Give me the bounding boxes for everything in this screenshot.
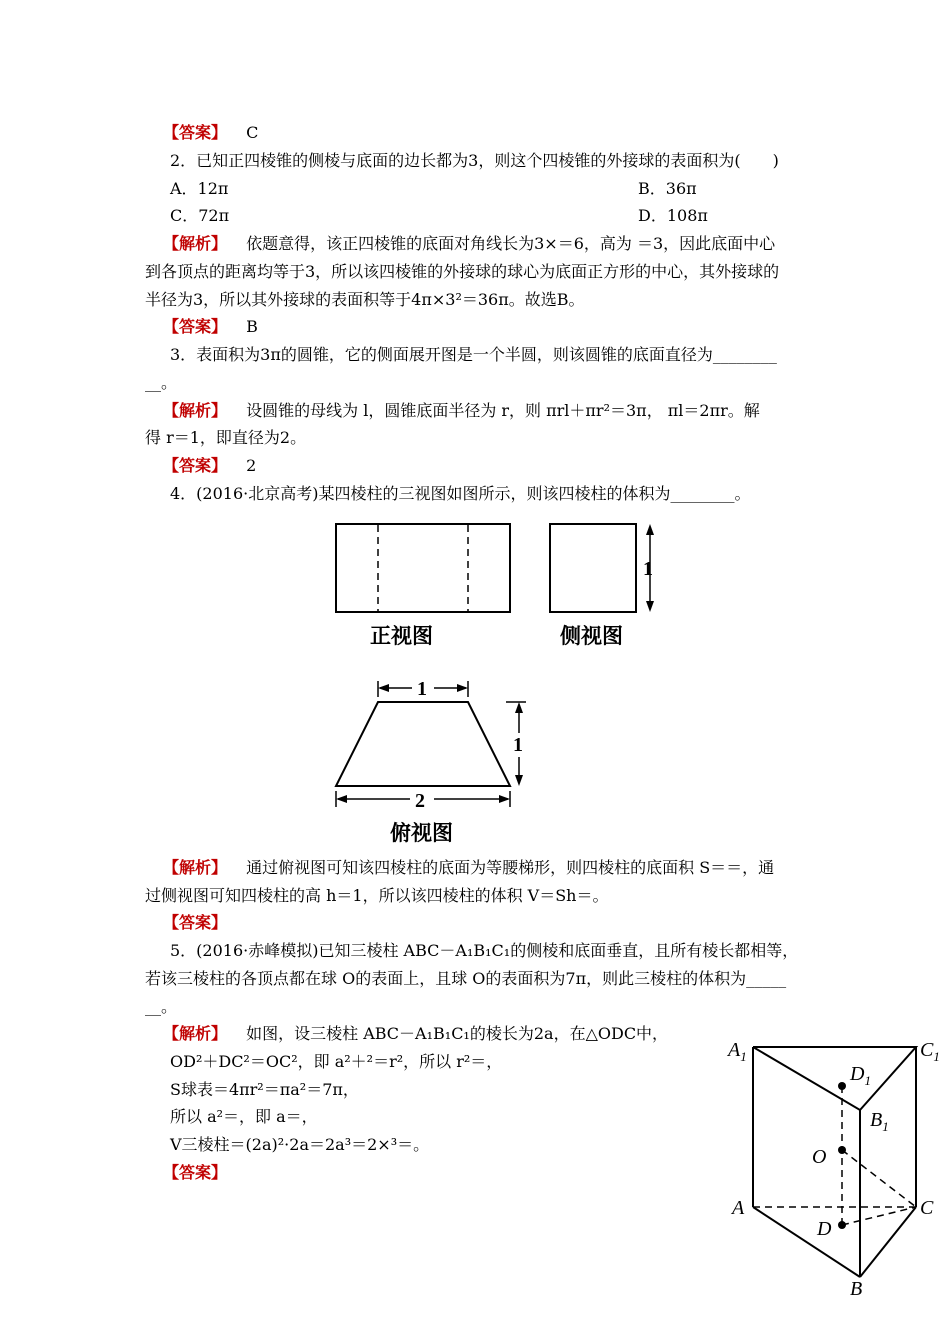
q3-stem-line-1: 3．表面积为3π的圆锥，它的侧面展开图是一个半圆，则该圆锥的底面直径为________: [170, 345, 777, 364]
svg-text:B1: [870, 1109, 889, 1134]
bottom-dim-label: 2: [415, 790, 425, 812]
label-D1-sub: 1: [864, 1073, 871, 1088]
q5-analysis-line-3: S球表＝4πr²＝πa²＝7π，: [170, 1080, 359, 1099]
label-C1: C: [920, 1039, 934, 1061]
q5-prism-figure: [720, 1030, 950, 1300]
q3-analysis-line-1: [163, 401, 760, 421]
label-C: C: [920, 1197, 934, 1219]
answer-tag: 【答案】: [163, 913, 228, 932]
label-A1-sub: 1: [740, 1049, 747, 1064]
label-D: D: [817, 1218, 832, 1240]
label-B1: B: [870, 1109, 883, 1131]
answer-tag: 【答案】: [163, 317, 228, 336]
q4-analysis-line-1: [163, 858, 774, 878]
label-D1: D: [850, 1063, 865, 1085]
q4-analysis-line-2: 过侧视图可知四棱柱的高 h＝1，所以该四棱柱的体积 V＝Sh＝。: [145, 886, 609, 905]
analysis-tag: 【解析】: [163, 1024, 228, 1043]
q5-stem-line-1: 5．(2016·赤峰模拟)已知三棱柱 ABC－A₁B₁C₁的侧棱和底面垂直，且所有棱长都相等，: [170, 941, 799, 960]
q4-analysis-text-1: 通过俯视图可知该四棱柱的底面为等腰梯形，则四棱柱的底面积 S＝＝，通: [246, 858, 775, 877]
q4-answer-line: [163, 913, 227, 933]
q1-answer-line: [163, 123, 258, 143]
q2-answer-line: [163, 317, 258, 337]
analysis-tag: 【解析】: [163, 858, 228, 877]
q2-stem: 2．已知正四棱锥的侧棱与底面的边长都为3，则这个四棱锥的外接球的表面积为( ): [170, 151, 779, 170]
q3-answer-value: 2: [246, 456, 257, 475]
q2-analysis-line-3: 半径为3，所以其外接球的表面积等于4π×3²＝36π。故选B。: [145, 290, 585, 309]
front-view: [336, 524, 510, 648]
side-view: [550, 524, 654, 648]
q2-analysis-line-1: [163, 234, 775, 254]
svg-text:A1: [726, 1039, 747, 1064]
label-A1: A: [728, 1039, 741, 1061]
q5-analysis-line-4: 所以 a²＝，即 a＝，: [170, 1107, 318, 1126]
q2-answer-value: B: [246, 317, 258, 336]
svg-text:C1: [920, 1039, 940, 1064]
q5-analysis-line-5: V三棱柱＝(2a)²·2a＝2a³＝2×³＝。: [170, 1135, 430, 1154]
q4-stem: 4．(2016·北京高考)某四棱柱的三视图如图所示，则该四棱柱的体积为________。: [170, 484, 751, 503]
q3-analysis-text-1: 设圆锥的母线为 l，圆锥底面半径为 r，则 πrl＋πr²＝3π， πl＝2πr。解: [246, 401, 760, 420]
q5-analysis-line-1: [163, 1024, 668, 1044]
q2-option-a: A．12π: [170, 179, 229, 198]
q2-option-c: C．72π: [170, 206, 230, 225]
q2-analysis-text-1: 依题意得，该正四棱锥的底面对角线长为3×＝6，高为 ＝3，因此底面中心: [246, 234, 776, 253]
label-O: O: [812, 1146, 827, 1168]
q2-option-d: D．108π: [638, 206, 708, 225]
q3-analysis-line-2: 得 r＝1，即直径为2。: [145, 428, 307, 447]
label-C1-sub: 1: [933, 1049, 940, 1064]
answer-tag: 【答案】: [163, 456, 228, 475]
label-A: A: [732, 1197, 745, 1219]
answer-tag: 【答案】: [163, 123, 228, 142]
top-view: [336, 678, 526, 845]
side-view-label: 侧视图: [560, 624, 623, 648]
q2-option-b: B．36π: [638, 179, 697, 198]
front-view-label: 正视图: [370, 624, 433, 648]
q5-analysis-line-2: OD²＋DC²＝OC²，即 a²＋²＝r²，所以 r²＝，: [170, 1052, 503, 1071]
answer-tag: 【答案】: [163, 1163, 228, 1182]
q5-analysis-text-1: 如图，设三棱柱 ABC－A₁B₁C₁的棱长为2a，在△ODC中，: [246, 1024, 669, 1043]
svg-text:D1: [849, 1063, 871, 1088]
q4-three-view-figure: [320, 515, 680, 855]
q5-stem-line-3: __。: [145, 997, 178, 1016]
analysis-tag: 【解析】: [163, 401, 228, 420]
analysis-tag: 【解析】: [163, 234, 228, 253]
label-B1-sub: 1: [882, 1119, 889, 1134]
top-width-dim-label: 1: [417, 678, 427, 700]
q3-stem-line-2: __。: [145, 373, 178, 392]
q1-answer-value: C: [246, 123, 259, 142]
top-height-dim-label: 1: [513, 734, 523, 756]
side-dim-label: 1: [643, 558, 653, 580]
q3-answer-line: [163, 456, 256, 476]
label-B: B: [850, 1278, 863, 1300]
q5-stem-line-2: 若该三棱柱的各顶点都在球 O的表面上，且球 O的表面积为7π，则此三棱柱的体积为_____: [145, 969, 787, 988]
q5-answer-line: [163, 1163, 227, 1183]
q2-analysis-line-2: 到各顶点的距离均等于3，所以该四棱锥的外接球的球心为底面正方形的中心，其外接球的: [145, 262, 780, 281]
top-view-label: 俯视图: [390, 821, 453, 845]
